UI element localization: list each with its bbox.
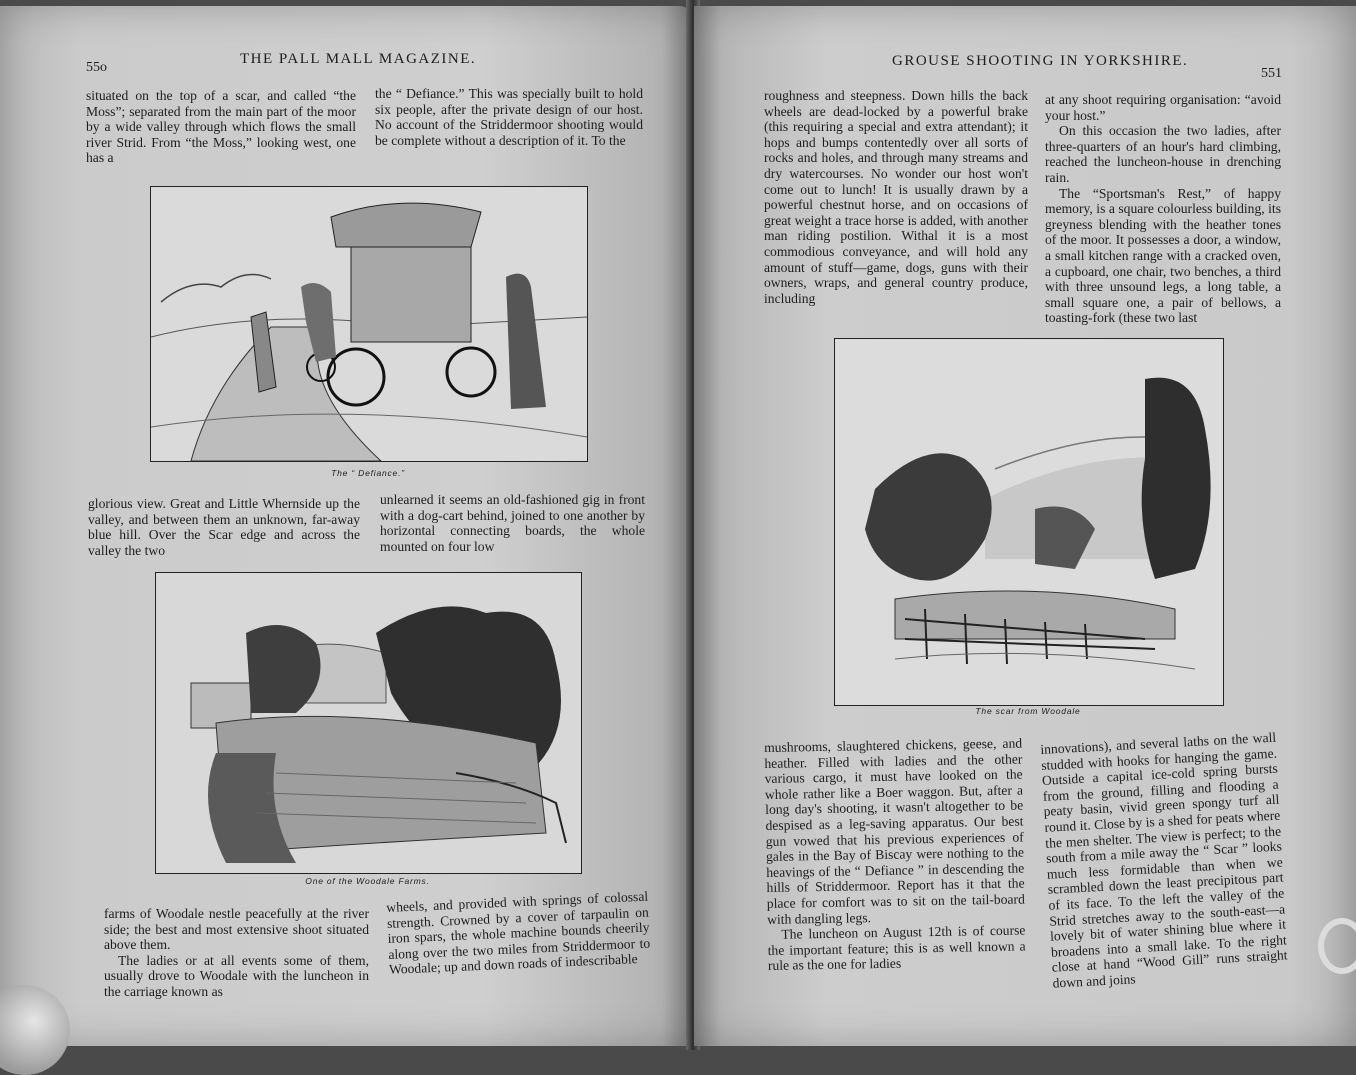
text-column <box>86 88 356 166</box>
figure-caption: The “ Defiance.” <box>331 468 405 478</box>
farm-engraving <box>156 573 581 873</box>
text-column <box>375 86 643 148</box>
text-column <box>1045 92 1281 326</box>
figure-caption: One of the Woodale Farms. <box>305 876 430 886</box>
paragraph: glorious view. Great and Little Whernside up the valley, and between them an unknown, far-away blue hill. Over the Scar edge and across the valley the two <box>88 496 360 558</box>
illustration-woodale-farm <box>155 572 582 874</box>
figure-caption: The scar from Woodale <box>975 706 1081 716</box>
right-page <box>694 6 1356 1046</box>
paragraph: On this occasion the two ladies, after three-quarters of an hour's hard climbing, reached the luncheon-house in drenching rain. <box>1045 123 1281 185</box>
page-number: 551 <box>1261 66 1282 81</box>
paragraph: roughness and steepness. Down hills the back wheels are dead-locked by a powerful brake (this requiring a special and extra attendant); it hops and bumps contentedly over all sorts of rocks and holes, and through many streams and dry watercourses. No wonder our host won't come out to lunch! It is usually drawn by a powerful chestnut horse, and on occasions of great weight a trace horse is added, with another man riding postilion. Withal it is a most commodious conveyance, and will hold any amount of stuff—game, dogs, guns with their owners, wraps, and general country produce, including <box>764 88 1028 306</box>
illustration-defiance <box>150 186 588 462</box>
text-column <box>764 735 1026 973</box>
running-head: THE PALL MALL MAGAZINE. <box>240 51 477 67</box>
paragraph: The ladies or at all events some of them, usually drove to Woodale with the luncheon in the carriage known as <box>104 952 369 999</box>
carriage-engraving <box>151 187 587 461</box>
paragraph: at any shoot requiring organisation: “avoid your host.” <box>1045 92 1281 123</box>
text-column <box>764 88 1028 306</box>
paragraph: farms of Woodale nestle peacefully at the river side; the best and most extensive shoot situated above them. <box>104 906 369 953</box>
paragraph: mushrooms, slaughtered chickens, geese, and heather. Filled with ladies and the other various cargo, it must have looked on the whole rather like a Boer waggon. But, after a long day's shooting, it wasn't altogether to be despised as a leg-saving apparatus. Our best gun vowed that his previous experiences of gales in the Bay of Biscay were nothing to the heavings of the “ Defiance ” in descending the hills of Striddermoor. Report has it that the place for comfort was to sit on the tail-board with dangling legs. <box>764 735 1025 927</box>
paragraph: wheels, and provided with springs of colossal strength. Crowned by a cover of tarpaulin on iron spars, the whole machine bounds cheerily along over the two miles from Striddermoor to Woodale; up and down roads of indescribable <box>386 888 651 978</box>
paragraph: The luncheon on August 12th is of course the important feature; this is as well known a rule as the one for ladies <box>767 922 1026 974</box>
text-column <box>386 889 651 978</box>
paragraph: unlearned it seems an old-fashioned gig in front with a dog-cart behind, joined to one another by horizontal connecting boards, the whole mounted on four low <box>380 492 645 554</box>
text-column <box>104 906 369 1000</box>
left-page <box>0 6 690 1046</box>
paragraph: situated on the top of a scar, and called “the Moss”; separated from the main part of the moor by a wide valley through which flows the small river Strid. From “the Moss,” looking west, one has a <box>86 88 356 166</box>
paragraph: the “ Defiance.” This was specially built to hold six people, after the private design of our host. No account of the Striddermoor shooting would be complete without a description of it. To the <box>375 86 643 148</box>
page-number: 55o <box>86 60 107 75</box>
text-column <box>88 496 360 558</box>
paragraph: The “Sportsman's Rest,” of happy memory, is a square colourless building, its greyness blending with the heather tones of the moor. It possesses a door, a window, a small kitchen range with a cracked oven, a cupboard, one chair, two benches, a third with three unsound legs, a long table, a small square one, a pair of bellows, a toasting-fork (these two last <box>1045 185 1281 326</box>
landscape-engraving <box>835 339 1223 705</box>
paragraph: innovations), and several laths on the wall studded with hooks for hanging the game. Outside a capital ice-cold spring bursts from the ground, filling and flooding a peaty basin, vivid green spongy turf all round it. Close by is a shed for peats where the men shelter. The view is perfect; to the south from a mile away the “ Scar ” looks much less formidable than when we scrambled down the least precipitous part of its face. To the left the valley of the Strid stretches away to the south-east—a lovely bit of water shining blue where it broadens into a small lake. To the right close at hand “Wood Gill” runs straight down and joins <box>1040 729 1288 991</box>
illustration-scar-from-woodale <box>834 338 1224 706</box>
text-column <box>1040 730 1289 992</box>
text-column <box>380 492 645 554</box>
running-head: GROUSE SHOOTING IN YORKSHIRE. <box>892 53 1189 69</box>
